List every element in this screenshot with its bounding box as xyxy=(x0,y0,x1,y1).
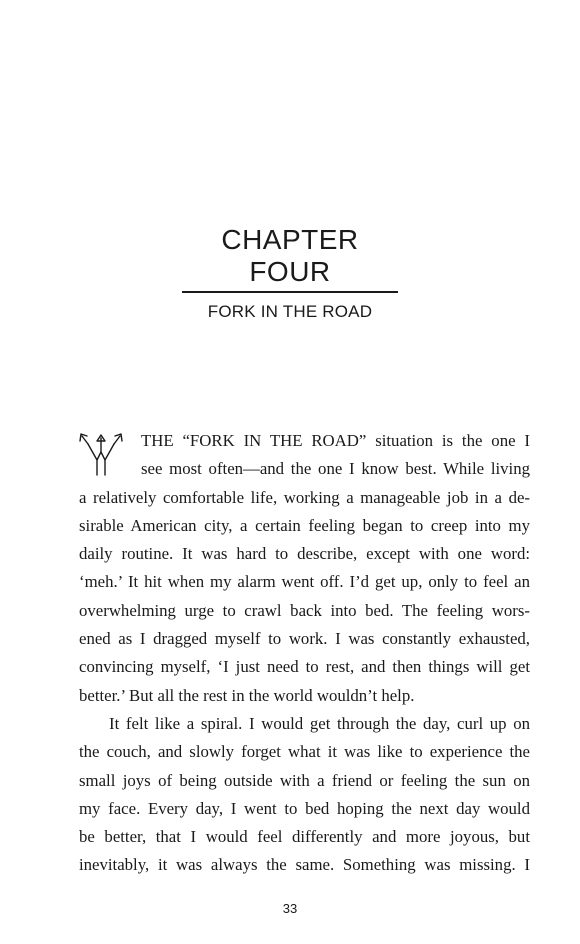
text-line: overwhelming urge to crawl back into bed. The feeling wors- xyxy=(79,600,530,620)
chapter-heading xyxy=(0,224,580,322)
text-line: small joys of being outside with a friend or feeling the sun on xyxy=(79,770,530,790)
text-line: ened as I dragged myself to work. I was constantly exhausted, xyxy=(79,629,530,649)
text-line: ‘meh.’ It hit when my alarm went off. I’d get up, only to feel an xyxy=(79,572,530,592)
page-number: 33 xyxy=(282,901,298,916)
chapter-subtitle: FORK IN THE ROAD xyxy=(207,302,373,321)
body-text xyxy=(79,427,530,880)
text-line: inevitably, it was always the same. Something was missing. I xyxy=(79,855,530,875)
text-line: be better, that I would feel differently and more joyous, but xyxy=(79,827,530,847)
text-line: THE “FORK IN THE ROAD” situation is the one I xyxy=(141,431,530,450)
text-line: daily routine. It was hard to describe, except with one word: xyxy=(79,544,530,564)
text-line: see most often—and the one I know best. While living xyxy=(141,459,530,479)
text-line: sirable American city, a certain feeling began to creep into my xyxy=(79,515,530,535)
chapter-title: CHAPTER FOUR xyxy=(182,224,398,293)
text-line: convincing myself, ‘I just need to rest, and then things will get xyxy=(79,657,530,677)
text-line: a relatively comfortable life, working a manageable job in a de- xyxy=(79,487,530,507)
text-line: It felt like a spiral. I would get through the day, curl up on xyxy=(109,713,530,733)
text-line: the couch, and slowly forget what it was like to experience the xyxy=(79,742,530,762)
text-line: my face. Every day, I went to bed hoping the next day would xyxy=(79,798,530,818)
text-line: better.’ But all the rest in the world wouldn’t help. xyxy=(79,685,415,705)
